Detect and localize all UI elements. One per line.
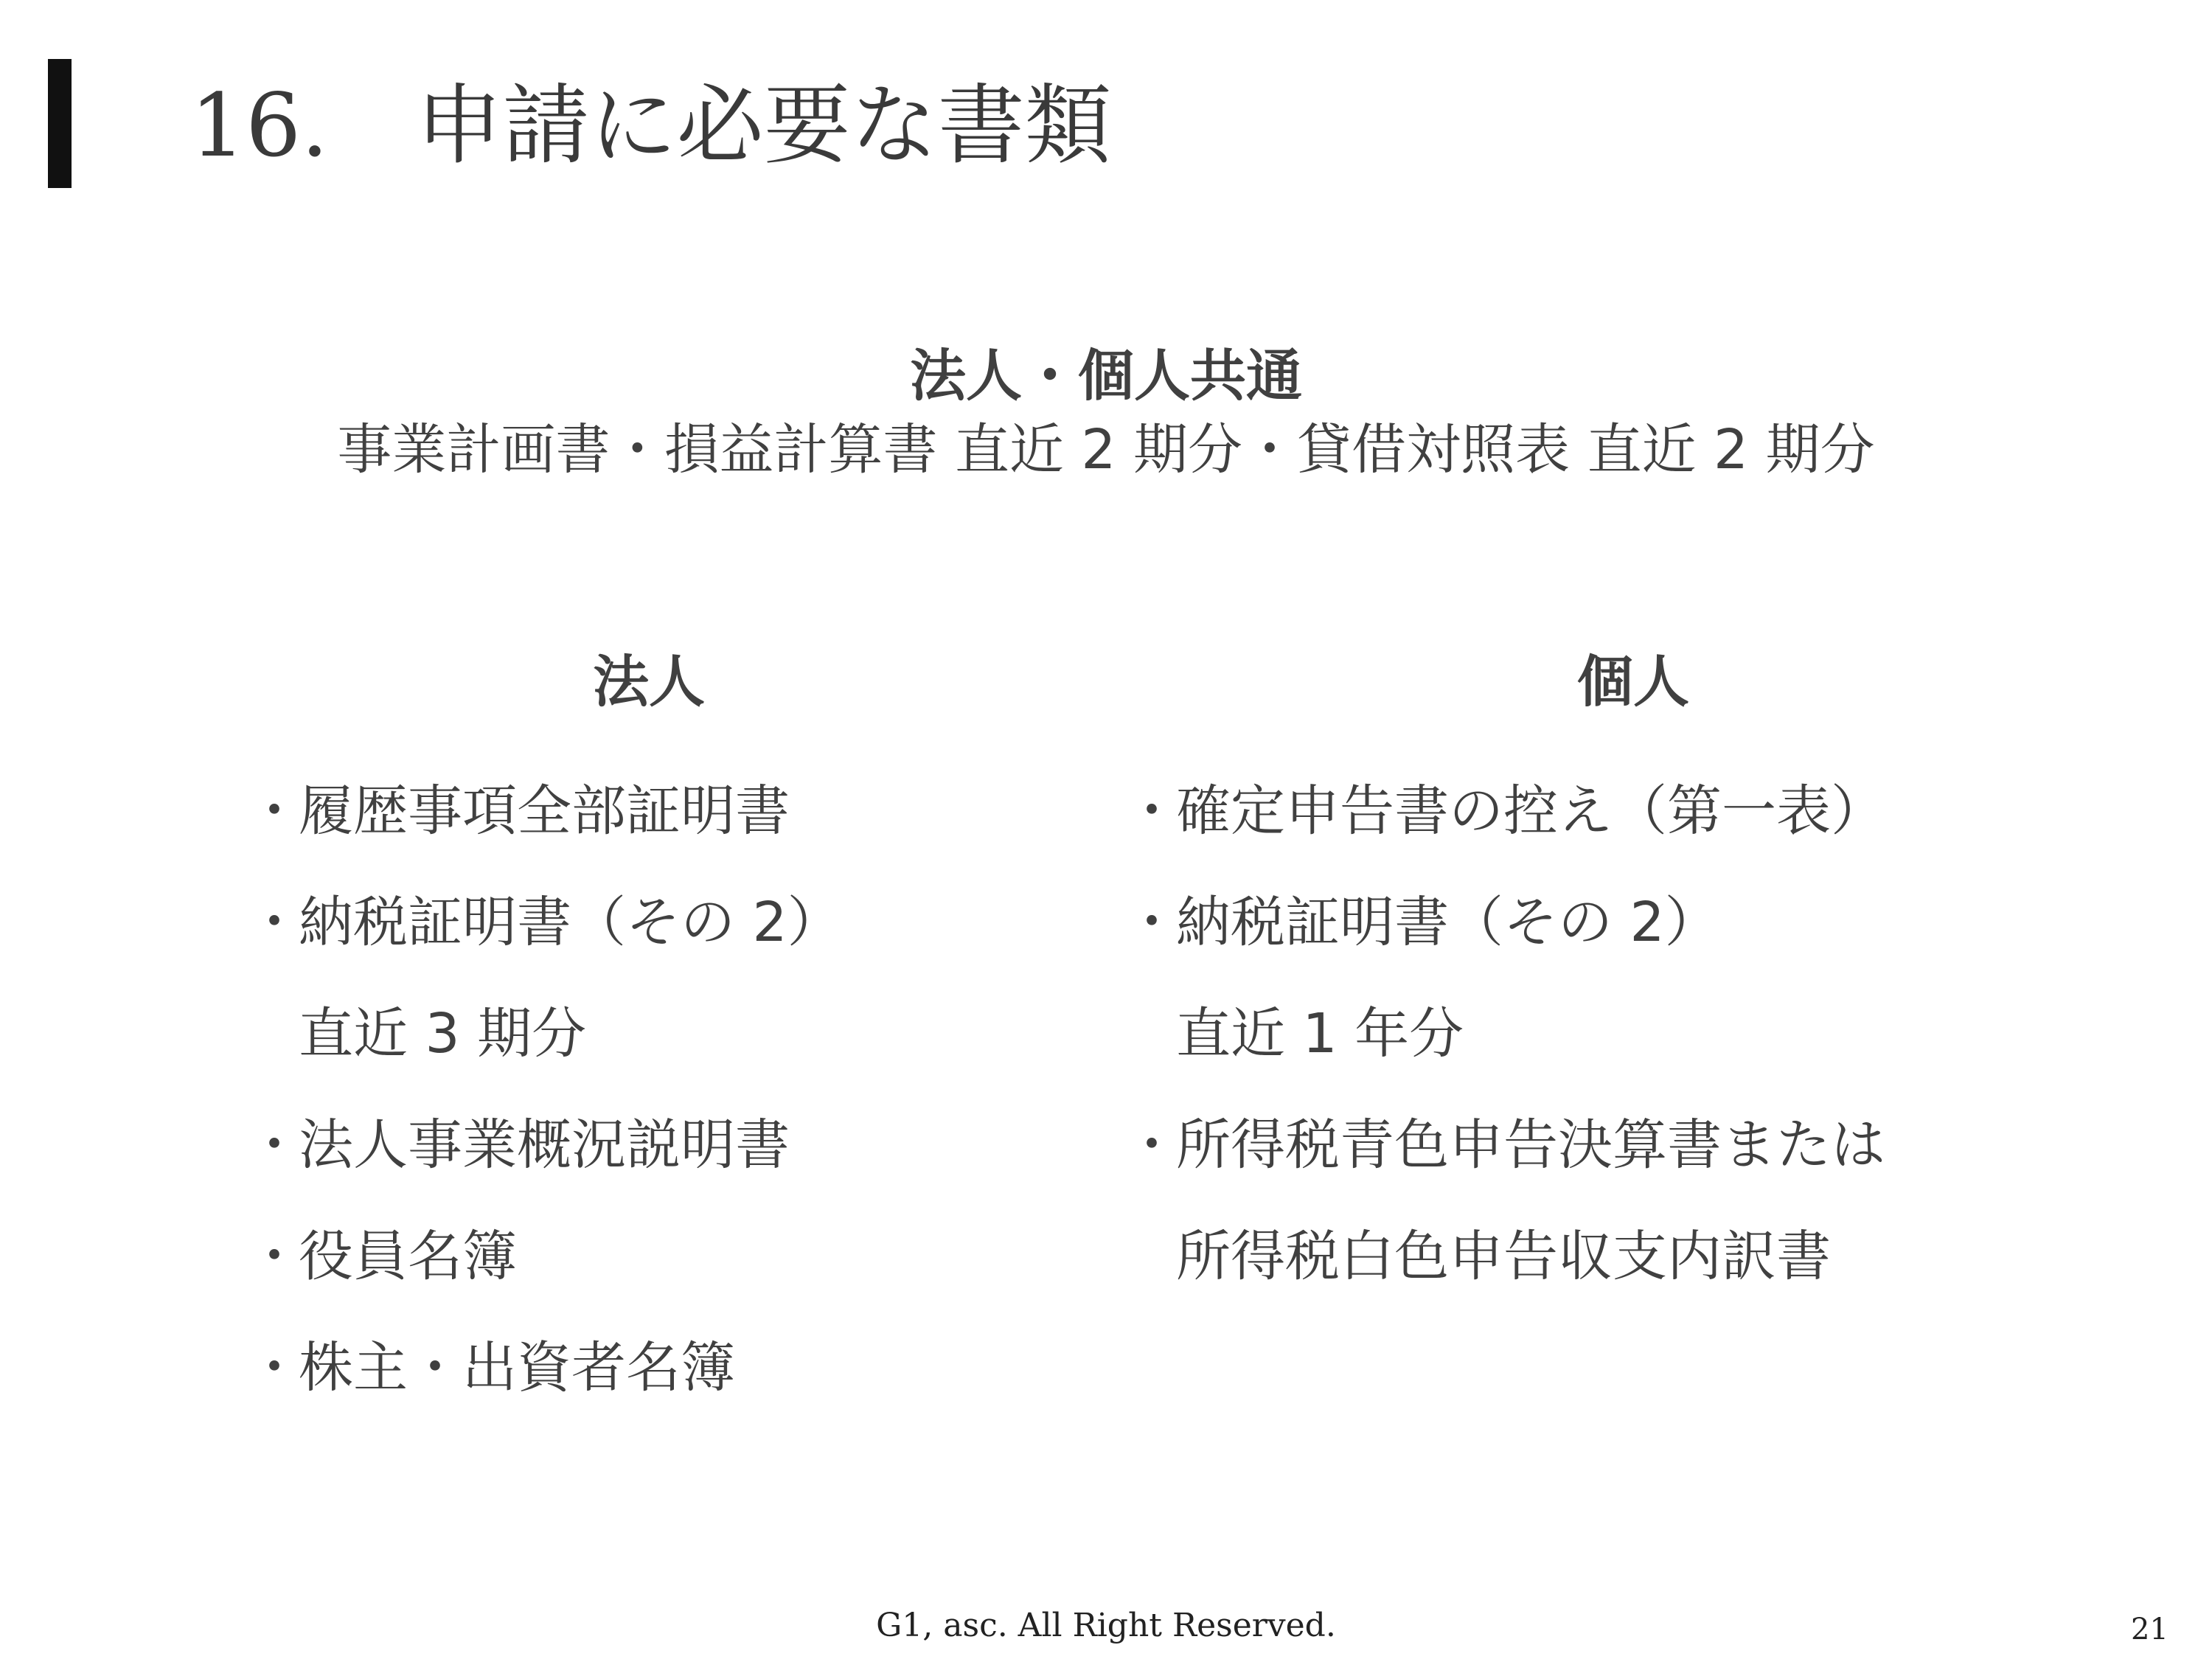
list-item-text: 株主・出資者名簿	[299, 1336, 735, 1399]
list-item	[1124, 756, 1885, 867]
bullet: ・	[247, 891, 302, 954]
list-item-text: 直近 3 期分	[299, 1002, 587, 1065]
list-item	[247, 978, 842, 1090]
list-item	[247, 1312, 842, 1424]
copyright-footer: G1, asc. All Right Reserved.	[876, 1607, 1336, 1644]
list-item-text: 法人事業概況説明書	[299, 1113, 790, 1177]
list-item-text: 履歴事項全部証明書	[299, 779, 790, 843]
page-title: 16. 申請に必要な書類	[190, 74, 1112, 176]
corporate-list	[247, 756, 842, 1424]
common-documents: 事業計画書・損益計算書 直近 2 期分・貸借対照表 直近 2 期分	[337, 418, 1875, 481]
bullet: ・	[1124, 1113, 1179, 1177]
list-item-text: 直近 1 年分	[1176, 1002, 1464, 1065]
bullet: ・	[1124, 779, 1179, 843]
list-item-text: 納税証明書（その 2）	[299, 891, 842, 954]
list-item-text: 所得税白色申告収支内訳書	[1176, 1225, 1831, 1288]
list-item	[247, 1201, 842, 1312]
corporate-heading: 法人	[593, 649, 705, 714]
bullet: ・	[247, 1225, 302, 1288]
list-item-text: 所得税青色申告決算書または	[1176, 1113, 1885, 1177]
individual-heading: 個人	[1577, 649, 1689, 714]
list-item-text: 確定申告書の控え（第一表）	[1176, 779, 1885, 843]
list-item	[1124, 867, 1885, 978]
bullet: ・	[247, 1336, 302, 1399]
common-heading: 法人・個人共通	[910, 343, 1302, 408]
list-item	[247, 1090, 842, 1201]
list-item	[1124, 1201, 1885, 1312]
list-item	[247, 756, 842, 867]
list-item-text: 役員名簿	[299, 1225, 517, 1288]
bullet: ・	[1124, 891, 1179, 954]
list-item-text: 納税証明書（その 2）	[1176, 891, 1719, 954]
list-item	[247, 867, 842, 978]
individual-list	[1124, 756, 1885, 1312]
list-item	[1124, 978, 1885, 1090]
list-item	[1124, 1090, 1885, 1201]
bullet: ・	[247, 1113, 302, 1177]
page-number: 21	[2131, 1613, 2168, 1646]
bullet: ・	[247, 779, 302, 843]
title-accent-bar	[48, 59, 72, 188]
